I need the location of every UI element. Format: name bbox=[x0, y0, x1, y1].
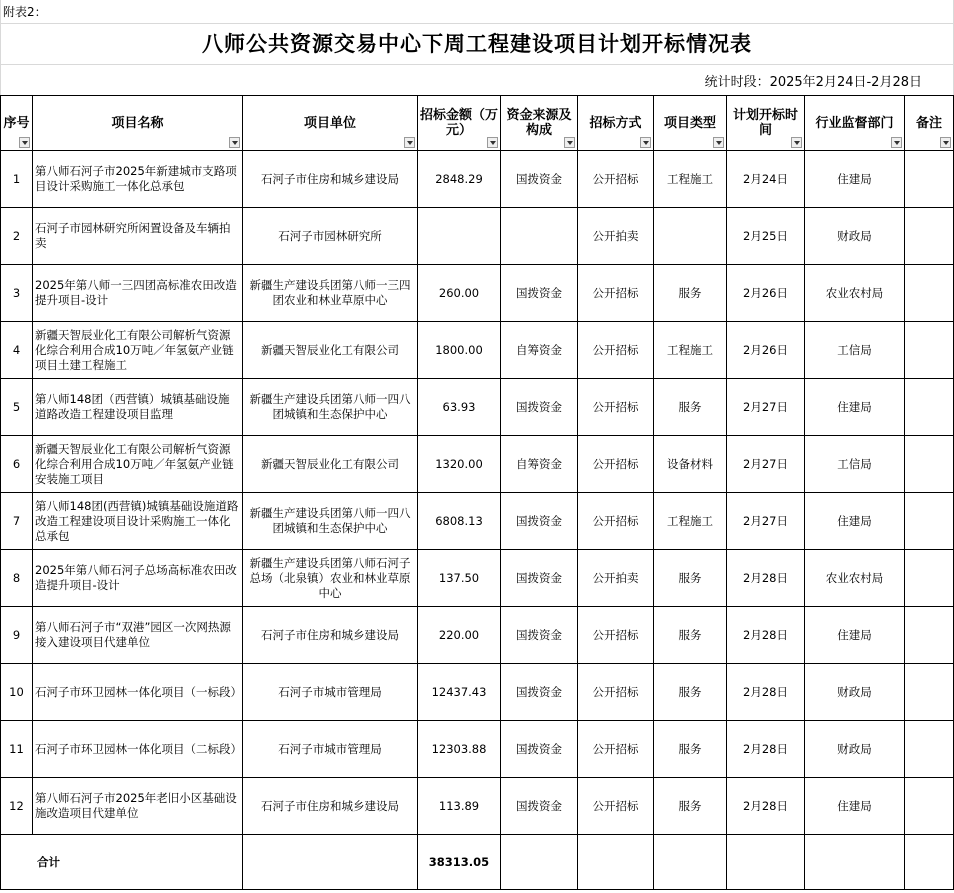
project-unit-cell: 石河子市城市管理局 bbox=[243, 721, 418, 778]
grid-line bbox=[0, 23, 954, 24]
supervision-dept-cell: 住建局 bbox=[805, 778, 905, 835]
empty-cell bbox=[654, 835, 727, 890]
supervision-dept-cell: 财政局 bbox=[805, 664, 905, 721]
seq-cell: 2 bbox=[1, 208, 33, 265]
total-unit-cell bbox=[243, 835, 418, 890]
table-row bbox=[1, 550, 954, 607]
seq-cell: 7 bbox=[1, 493, 33, 550]
annex-label: 附表2： bbox=[3, 5, 47, 19]
header-seq: 序号 bbox=[1, 96, 33, 151]
project-unit-cell: 新疆生产建设兵团第八师一四八团城镇和生态保护中心 bbox=[243, 493, 418, 550]
supervision-dept-cell: 农业农村局 bbox=[805, 550, 905, 607]
header-name: 项目名称 bbox=[33, 96, 243, 151]
project-name-cell: 2025年第八师一三四团高标准农田改造提升项目-设计 bbox=[33, 265, 243, 322]
filter-dropdown-icon[interactable] bbox=[564, 137, 575, 148]
bid-amount-cell: 1320.00 bbox=[418, 436, 501, 493]
fund-source-cell: 国拨资金 bbox=[501, 664, 578, 721]
filter-dropdown-icon[interactable] bbox=[229, 137, 240, 148]
grid-line bbox=[0, 64, 954, 65]
project-type-cell: 服务 bbox=[654, 265, 727, 322]
project-unit-cell: 新疆生产建设兵团第八师石河子总场（北泉镇）农业和林业草原中心 bbox=[243, 550, 418, 607]
bid-amount-cell: 113.89 bbox=[418, 778, 501, 835]
project-unit-cell: 新疆生产建设兵团第八师一四八团城镇和生态保护中心 bbox=[243, 379, 418, 436]
seq-cell: 3 bbox=[1, 265, 33, 322]
project-name-cell: 第八师石河子市2025年新建城市支路项目设计采购施工一体化总承包 bbox=[33, 151, 243, 208]
bid-amount-cell: 63.93 bbox=[418, 379, 501, 436]
header-row bbox=[1, 96, 954, 151]
seq-cell: 12 bbox=[1, 778, 33, 835]
project-name-cell: 新疆天智辰业化工有限公司解析气资源化综合利用合成10万吨／年氢氨产业链项目土建工程施工 bbox=[33, 322, 243, 379]
filter-dropdown-icon[interactable] bbox=[487, 137, 498, 148]
bid-time-cell: 2月27日 bbox=[727, 436, 805, 493]
bid-method-cell: 公开招标 bbox=[578, 664, 654, 721]
bid-time-cell: 2月27日 bbox=[727, 379, 805, 436]
project-name-cell: 第八师石河子市“双港”园区一次网热源接入建设项目代建单位 bbox=[33, 607, 243, 664]
project-type-cell: 服务 bbox=[654, 379, 727, 436]
project-unit-cell: 石河子市住房和城乡建设局 bbox=[243, 607, 418, 664]
fund-source-cell: 国拨资金 bbox=[501, 778, 578, 835]
table-row bbox=[1, 208, 954, 265]
table-row bbox=[1, 607, 954, 664]
table-row bbox=[1, 151, 954, 208]
seq-cell: 6 bbox=[1, 436, 33, 493]
bid-time-cell: 2月25日 bbox=[727, 208, 805, 265]
bid-time-cell: 2月26日 bbox=[727, 265, 805, 322]
supervision-dept-cell: 住建局 bbox=[805, 493, 905, 550]
fund-source-cell: 国拨资金 bbox=[501, 721, 578, 778]
bid-amount-cell: 12303.88 bbox=[418, 721, 501, 778]
note-cell bbox=[905, 550, 954, 607]
seq-cell: 4 bbox=[1, 322, 33, 379]
bid-time-cell: 2月28日 bbox=[727, 550, 805, 607]
bid-time-cell: 2月26日 bbox=[727, 322, 805, 379]
header-type: 项目类型 bbox=[654, 96, 727, 151]
empty-cell bbox=[727, 835, 805, 890]
seq-cell: 9 bbox=[1, 607, 33, 664]
fund-source-cell: 国拨资金 bbox=[501, 379, 578, 436]
fund-source-cell bbox=[501, 208, 578, 265]
project-unit-cell: 石河子市城市管理局 bbox=[243, 664, 418, 721]
filter-dropdown-icon[interactable] bbox=[404, 137, 415, 148]
table-row bbox=[1, 664, 954, 721]
project-name-cell: 2025年第八师石河子总场高标准农田改造提升项目-设计 bbox=[33, 550, 243, 607]
bid-method-cell: 公开拍卖 bbox=[578, 208, 654, 265]
project-unit-cell: 石河子市住房和城乡建设局 bbox=[243, 151, 418, 208]
fund-source-cell: 国拨资金 bbox=[501, 265, 578, 322]
note-cell bbox=[905, 322, 954, 379]
supervision-dept-cell: 财政局 bbox=[805, 721, 905, 778]
empty-cell bbox=[578, 835, 654, 890]
empty-cell bbox=[805, 835, 905, 890]
header-unit: 项目单位 bbox=[243, 96, 418, 151]
bid-method-cell: 公开招标 bbox=[578, 778, 654, 835]
note-cell bbox=[905, 607, 954, 664]
table-row bbox=[1, 436, 954, 493]
filter-dropdown-icon[interactable] bbox=[940, 137, 951, 148]
header-fund: 资金来源及构成 bbox=[501, 96, 578, 151]
project-type-cell: 服务 bbox=[654, 607, 727, 664]
project-type-cell: 服务 bbox=[654, 721, 727, 778]
project-unit-cell: 新疆生产建设兵团第八师一三四团农业和林业草原中心 bbox=[243, 265, 418, 322]
filter-dropdown-icon[interactable] bbox=[640, 137, 651, 148]
note-cell bbox=[905, 664, 954, 721]
bid-method-cell: 公开招标 bbox=[578, 721, 654, 778]
fund-source-cell: 自筹资金 bbox=[501, 436, 578, 493]
total-row bbox=[1, 835, 954, 890]
bid-time-cell: 2月27日 bbox=[727, 493, 805, 550]
table-row bbox=[1, 721, 954, 778]
bid-amount-cell bbox=[418, 208, 501, 265]
project-unit-cell: 新疆天智辰业化工有限公司 bbox=[243, 322, 418, 379]
bid-method-cell: 公开招标 bbox=[578, 265, 654, 322]
seq-cell: 1 bbox=[1, 151, 33, 208]
filter-dropdown-icon[interactable] bbox=[19, 137, 30, 148]
bid-time-cell: 2月28日 bbox=[727, 778, 805, 835]
bid-method-cell: 公开招标 bbox=[578, 493, 654, 550]
seq-cell: 5 bbox=[1, 379, 33, 436]
note-cell bbox=[905, 778, 954, 835]
bid-method-cell: 公开招标 bbox=[578, 322, 654, 379]
project-type-cell: 服务 bbox=[654, 664, 727, 721]
fund-source-cell: 国拨资金 bbox=[501, 151, 578, 208]
project-type-cell: 工程施工 bbox=[654, 151, 727, 208]
project-name-cell: 石河子市环卫园林一体化项目（二标段） bbox=[33, 721, 243, 778]
bid-time-cell: 2月28日 bbox=[727, 664, 805, 721]
table-row bbox=[1, 493, 954, 550]
supervision-dept-cell: 住建局 bbox=[805, 379, 905, 436]
project-unit-cell: 石河子市住房和城乡建设局 bbox=[243, 778, 418, 835]
note-cell bbox=[905, 208, 954, 265]
project-unit-cell: 新疆天智辰业化工有限公司 bbox=[243, 436, 418, 493]
header-note: 备注 bbox=[905, 96, 954, 151]
seq-cell: 11 bbox=[1, 721, 33, 778]
seq-cell: 8 bbox=[1, 550, 33, 607]
table-row bbox=[1, 379, 954, 436]
bid-method-cell: 公开招标 bbox=[578, 607, 654, 664]
supervision-dept-cell: 工信局 bbox=[805, 436, 905, 493]
fund-source-cell: 国拨资金 bbox=[501, 493, 578, 550]
note-cell bbox=[905, 151, 954, 208]
bid-amount-cell: 12437.43 bbox=[418, 664, 501, 721]
fund-source-cell: 国拨资金 bbox=[501, 607, 578, 664]
filter-dropdown-icon[interactable] bbox=[891, 137, 902, 148]
header-dept: 行业监督部门 bbox=[805, 96, 905, 151]
page-title: 八师公共资源交易中心下周工程建设项目计划开标情况表 bbox=[202, 32, 752, 56]
supervision-dept-cell: 财政局 bbox=[805, 208, 905, 265]
bid-amount-cell: 6808.13 bbox=[418, 493, 501, 550]
note-cell bbox=[905, 379, 954, 436]
bid-method-cell: 公开招标 bbox=[578, 151, 654, 208]
note-cell bbox=[905, 265, 954, 322]
header-method: 招标方式 bbox=[578, 96, 654, 151]
filter-dropdown-icon[interactable] bbox=[713, 137, 724, 148]
bid-method-cell: 公开拍卖 bbox=[578, 550, 654, 607]
project-type-cell: 工程施工 bbox=[654, 493, 727, 550]
table-row bbox=[1, 265, 954, 322]
supervision-dept-cell: 工信局 bbox=[805, 322, 905, 379]
note-cell bbox=[905, 721, 954, 778]
empty-cell bbox=[501, 835, 578, 890]
project-name-cell: 石河子市环卫园林一体化项目（一标段） bbox=[33, 664, 243, 721]
table-row bbox=[1, 322, 954, 379]
bid-time-cell: 2月28日 bbox=[727, 607, 805, 664]
supervision-dept-cell: 农业农村局 bbox=[805, 265, 905, 322]
table-row bbox=[1, 778, 954, 835]
bid-time-cell: 2月28日 bbox=[727, 721, 805, 778]
project-unit-cell: 石河子市园林研究所 bbox=[243, 208, 418, 265]
project-name-cell: 新疆天智辰业化工有限公司解析气资源化综合利用合成10万吨／年氢氨产业链安装施工项目 bbox=[33, 436, 243, 493]
project-name-cell: 石河子市园林研究所闲置设备及车辆拍卖 bbox=[33, 208, 243, 265]
bid-amount-cell: 1800.00 bbox=[418, 322, 501, 379]
statistics-period: 统计时段：2025年2月24日-2月28日 bbox=[704, 75, 922, 90]
bid-method-cell: 公开招标 bbox=[578, 436, 654, 493]
note-cell bbox=[905, 436, 954, 493]
note-cell bbox=[905, 493, 954, 550]
project-type-cell: 服务 bbox=[654, 778, 727, 835]
project-name-cell: 第八师148团(西营镇)城镇基础设施道路改造工程建设项目设计采购施工一体化总承包 bbox=[33, 493, 243, 550]
total-label: 合计 bbox=[1, 835, 243, 890]
supervision-dept-cell: 住建局 bbox=[805, 151, 905, 208]
bid-plan-table bbox=[0, 95, 954, 890]
header-amount: 招标金额（万元） bbox=[418, 96, 501, 151]
project-type-cell bbox=[654, 208, 727, 265]
project-name-cell: 第八师148团（西营镇）城镇基础设施道路改造工程建设项目监理 bbox=[33, 379, 243, 436]
bid-amount-cell: 220.00 bbox=[418, 607, 501, 664]
bid-time-cell: 2月24日 bbox=[727, 151, 805, 208]
seq-cell: 10 bbox=[1, 664, 33, 721]
bid-method-cell: 公开招标 bbox=[578, 379, 654, 436]
empty-cell bbox=[905, 835, 954, 890]
fund-source-cell: 自筹资金 bbox=[501, 322, 578, 379]
project-name-cell: 第八师石河子市2025年老旧小区基础设施改造项目代建单位 bbox=[33, 778, 243, 835]
project-type-cell: 设备材料 bbox=[654, 436, 727, 493]
supervision-dept-cell: 住建局 bbox=[805, 607, 905, 664]
bid-amount-cell: 2848.29 bbox=[418, 151, 501, 208]
filter-dropdown-icon[interactable] bbox=[791, 137, 802, 148]
total-amount: 38313.05 bbox=[418, 835, 501, 890]
project-type-cell: 工程施工 bbox=[654, 322, 727, 379]
header-time: 计划开标时间 bbox=[727, 96, 805, 151]
fund-source-cell: 国拨资金 bbox=[501, 550, 578, 607]
project-type-cell: 服务 bbox=[654, 550, 727, 607]
bid-amount-cell: 260.00 bbox=[418, 265, 501, 322]
bid-amount-cell: 137.50 bbox=[418, 550, 501, 607]
